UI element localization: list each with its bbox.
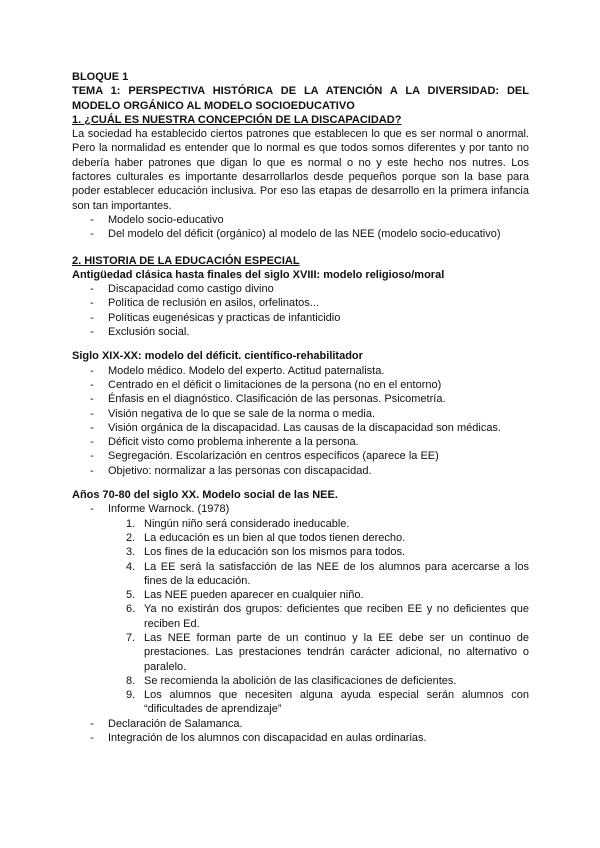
item-number: 8. — [126, 674, 136, 687]
numbered-item — [72, 560, 529, 589]
list-item: - Del modelo del déficit (orgánico) al modelo de las NEE (modelo socio-educativo) — [72, 227, 529, 241]
item-text: La educación es un bien al que todos tienen derecho. — [144, 531, 406, 544]
subsection-anos-70-80-after-list — [72, 717, 529, 746]
numbered-item — [72, 602, 529, 631]
warnock-numbered-list — [72, 517, 529, 717]
document-page — [72, 70, 529, 745]
subsection-antiguedad-list — [72, 282, 529, 339]
list-item: - Objetivo: normalizar a las personas con discapacidad. — [72, 464, 529, 478]
item-number: 3. — [126, 546, 136, 559]
numbered-item — [72, 545, 529, 559]
item-text: La EE será la satisfacción de las NEE de los alumnos para acercarse a los fines de la educación. — [144, 560, 529, 587]
list-item: - Exclusión social. — [72, 325, 529, 339]
list-item: - Visión negativa de lo que se sale de la norma o media. — [72, 407, 529, 421]
item-number: 4. — [126, 560, 136, 573]
item-text: Los alumnos que necesiten alguna ayuda especial serán alumnos con “dificultades de aprendizaje” — [144, 689, 529, 716]
list-item: - Política de reclusión en asilos, orfelinatos... — [72, 296, 529, 310]
list-item: - Déficit visto como problema inherente a la persona. — [72, 435, 529, 449]
subsection-antiguedad-title: Antigüedad clásica hasta finales del siglo XVIII: modelo religioso/moral — [72, 268, 445, 281]
item-number: 7. — [126, 631, 136, 644]
subsection-anos-70-80-list — [72, 502, 529, 516]
item-number: 2. — [126, 531, 136, 544]
item-text: Las NEE pueden aparecer en cualquier niño. — [144, 589, 364, 602]
subsection-anos-70-80-title: Años 70-80 del siglo XX. Modelo social de las NEE. — [72, 489, 338, 502]
tema-title: TEMA 1: PERSPECTIVA HISTÓRICA DE LA ATENCIÓN A LA DIVERSIDAD: DEL MODELO ORGÁNICO AL MODELO SOCIOEDUCATIVO — [72, 85, 529, 112]
list-item: - Declaración de Salamanca. — [72, 717, 529, 731]
list-item: - Centrado en el déficit o limitaciones de la persona (no en el entorno) — [72, 378, 529, 392]
subsection-siglo-xix-list — [72, 364, 529, 478]
list-item: - Políticas eugenésicas y practicas de infanticidio — [72, 311, 529, 325]
numbered-item — [72, 531, 529, 545]
section-1-title: 1. ¿CUÁL ES NUESTRA CONCEPCIÓN DE LA DISCAPACIDAD? — [72, 113, 402, 126]
list-item: - Énfasis en el diagnóstico. Clasificación de las personas. Psicometría. — [72, 392, 529, 406]
numbered-item — [72, 674, 529, 688]
list-item-informe-warnock — [72, 502, 529, 516]
section-1-paragraph: La sociedad ha establecido ciertos patrones que establecen lo que es ser normal o anormal. Pero la normalidad es entender que lo normal es que todos somos diferentes y por tanto no debería haber patrones que digan lo que es normal o no y este hecho nos nutres. Los factores culturales es importante desarrollarlos desde pequeños porque son la base para poder establecer educación inclusiva. Por eso las etapas de desarrollo en la primera infancia son tan importantes. — [72, 128, 529, 212]
item-number: 6. — [126, 603, 136, 616]
item-number: 1. — [126, 517, 136, 530]
list-item: - Modelo socio-educativo — [72, 213, 529, 227]
section-2-title: 2. HISTORIA DE LA EDUCACIÓN ESPECIAL — [72, 254, 300, 267]
item-text: Ya no existirán dos grupos: deficientes que reciben EE y no deficientes que reciben Ed. — [144, 603, 529, 630]
informe-warnock-label: Informe Warnock. (1978) — [108, 503, 230, 516]
section-1-list — [72, 213, 529, 242]
bloque-heading: BLOQUE 1 — [72, 71, 129, 83]
item-text: Las NEE forman parte de un continuo y la EE debe ser un continuo de prestaciones. Las prestaciones tendrán carácter adicional, no alternativo o paralelo. — [144, 631, 529, 673]
numbered-item — [72, 688, 529, 717]
numbered-item — [72, 631, 529, 674]
numbered-item — [72, 517, 529, 531]
list-item: - Modelo médico. Modelo del experto. Actitud paternalista. — [72, 364, 529, 378]
list-item: - Discapacidad como castigo divino — [72, 282, 529, 296]
list-item: - Visión orgánica de la discapacidad. Las causas de la discapacidad son médicas. — [72, 421, 529, 435]
item-text: Ningún niño será considerado ineducable. — [144, 517, 350, 530]
subsection-siglo-xix-title: Siglo XIX-XX: modelo del déficit. científico-rehabilitador — [72, 350, 363, 363]
list-item: - Segregación. Escolarización en centros específicos (aparece la EE) — [72, 449, 529, 463]
item-number: 9. — [126, 689, 136, 702]
list-item: - Integración de los alumnos con discapacidad en aulas ordinarias. — [72, 731, 529, 745]
item-text: Se recomienda la abolición de las clasificaciones de deficientes. — [144, 674, 457, 687]
item-text: Los fines de la educación son los mismos para todos. — [144, 546, 406, 559]
item-number: 5. — [126, 589, 136, 602]
numbered-item — [72, 588, 529, 602]
